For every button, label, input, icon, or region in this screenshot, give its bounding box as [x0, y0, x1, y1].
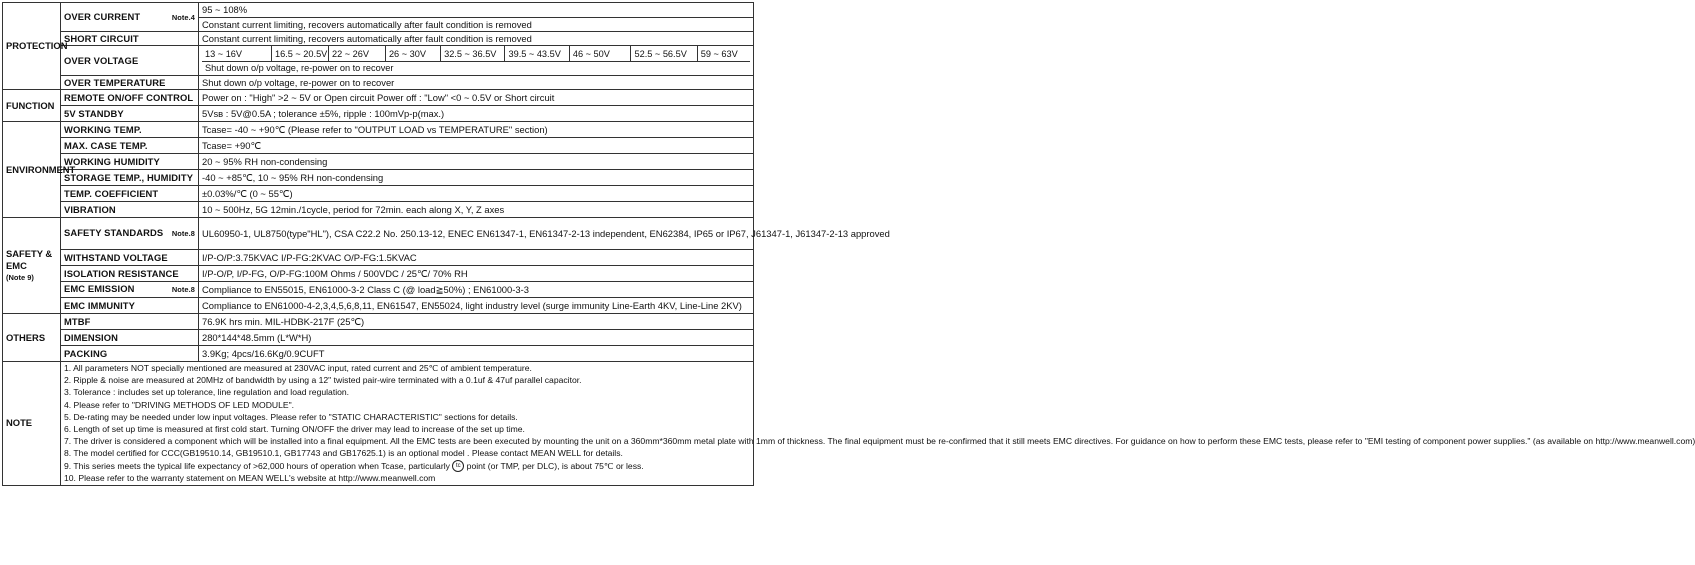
isolation-resistance-value: I/P-O/P, I/P-FG, O/P-FG:100M Ohms / 500VDC / 25℃/ 70% RH: [199, 266, 754, 282]
item-short-circuit: SHORT CIRCUIT: [61, 32, 199, 46]
group-environment: ENVIRONMENT: [3, 122, 61, 218]
note-6: 6. Length of set up time is measured at first cold start. Turning ON/OFF the driver may lead to increase of the set up time.: [64, 424, 525, 435]
working-humidity-value: 20 ~ 95% RH non-condensing: [199, 154, 754, 170]
over-voltage-cell: [199, 46, 754, 76]
tc-point-icon: tc: [452, 460, 464, 472]
over-temperature-value: Shut down o/p voltage, re-power on to recover: [199, 76, 754, 90]
note-1: 1. All parameters NOT specially mentioned are measured at 230VAC input, rated current and 25℃ of ambient temperature.: [64, 363, 532, 373]
max-case-temp-value: Tcase= +90℃: [199, 138, 754, 154]
note-9-part-a: 9. This series meets the typical life expectancy of >62,000 hours of operation when Tcase, particularly: [64, 460, 453, 471]
group-others: OTHERS: [3, 314, 61, 362]
working-temp-value: Tcase= -40 ~ +90℃ (Please refer to "OUTPUT LOAD vs TEMPERATURE" section): [199, 122, 754, 138]
packing-value: 3.9Kg; 4pcs/16.6Kg/0.9CUFT: [199, 346, 754, 362]
specification-table: [2, 2, 1695, 486]
over-current-desc: Constant current limiting, recovers automatically after fault condition is removed: [199, 18, 754, 32]
item-emc-emission: [61, 282, 199, 298]
safety-standards-label: SAFETY STANDARDS: [64, 227, 164, 238]
item-temp-coefficient: TEMP. COEFFICIENT: [61, 186, 199, 202]
item-dimension: DIMENSION: [61, 330, 199, 346]
ov-range-4: 26 ~ 30V: [386, 46, 441, 61]
item-withstand-voltage: WITHSTAND VOLTAGE: [61, 250, 199, 266]
ov-range-5: 32.5 ~ 36.5V: [441, 46, 505, 61]
item-isolation-resistance: ISOLATION RESISTANCE: [61, 266, 199, 282]
item-remote-control: REMOTE ON/OFF CONTROL: [61, 90, 199, 106]
item-storage: STORAGE TEMP., HUMIDITY: [61, 170, 199, 186]
withstand-voltage-value: I/P-O/P:3.75KVAC I/P-FG:2KVAC O/P-FG:1.5KVAC: [199, 250, 754, 266]
group-safety-line1: SAFETY &: [6, 247, 53, 259]
over-current-note: Note.4: [171, 12, 195, 22]
over-voltage-desc: Shut down o/p voltage, re-power on to recover: [202, 61, 750, 75]
note-8: 8. The model certified for CCC(GB19510.14, GB19510.1, GB17743 and GB17625.1) is an optional model . Please contact MEAN WELL for details.: [64, 448, 623, 459]
note-3: 3. Tolerance : includes set up tolerance, line regulation and load regulation.: [64, 387, 350, 398]
storage-value: -40 ~ +85℃, 10 ~ 95% RH non-condensing: [199, 170, 754, 186]
ov-range-1: 13 ~ 16V: [202, 46, 272, 61]
item-max-case-temp: MAX. CASE TEMP.: [61, 138, 199, 154]
ov-range-8: 52.5 ~ 56.5V: [631, 46, 697, 61]
note-4: 4. Please refer to "DRIVING METHODS OF LED MODULE".: [64, 399, 295, 410]
over-voltage-ranges: [202, 46, 750, 61]
safety-standards-value: UL60950-1, UL8750(type"HL"), CSA C22.2 No. 250.13-12, ENEC EN61347-1, EN61347-2-13 independent, EN62384, IP65 or IP67, J61347-1, J61347-2-13 approved: [199, 218, 754, 250]
notes-heading: NOTE: [3, 362, 61, 486]
ov-range-9: 59 ~ 63V: [700, 48, 738, 59]
notes-list: [64, 362, 1695, 485]
note-5: 5. De-rating may be needed under low input voltages. Please refer to "STATIC CHARACTERISTIC" sections for details.: [64, 411, 518, 422]
item-vibration: VIBRATION: [61, 202, 199, 218]
emc-emission-value: Compliance to EN55015, EN61000-3-2 Class C (@ load≧50%) ; EN61000-3-3: [199, 282, 754, 298]
item-emc-immunity: EMC IMMUNITY: [61, 298, 199, 314]
item-working-temp: WORKING TEMP.: [61, 122, 199, 138]
ov-range-3: 22 ~ 26V: [329, 46, 386, 61]
emc-emission-label: EMC EMISSION: [64, 283, 135, 294]
over-current-label: OVER CURRENT: [64, 10, 141, 22]
over-current-value: 95 ~ 108%: [199, 3, 754, 18]
ov-range-7: 46 ~ 50V: [570, 46, 632, 61]
group-function: FUNCTION: [3, 90, 61, 122]
note-9: [64, 460, 750, 473]
group-safety-line2: EMC: [6, 259, 27, 271]
item-safety-standards: [61, 218, 199, 250]
notes-cell: [61, 362, 1695, 486]
note-2: 2. Ripple & noise are measured at 20MHz of bandwidth by using a 12" twisted pair-wire terminated with a 0.1uf & 47uf parallel capacitor.: [64, 375, 582, 386]
5v-standby-value: 5Vsʙ : 5V@0.5A ; tolerance ±5%, ripple : 100mVp-p(max.): [199, 106, 754, 122]
item-working-humidity: WORKING HUMIDITY: [61, 154, 199, 170]
item-over-current: [61, 3, 199, 32]
item-5v-standby: 5V STANDBY: [61, 106, 199, 122]
vibration-value: 10 ~ 500Hz, 5G 12min./1cycle, period for 72min. each along X, Y, Z axes: [199, 202, 754, 218]
short-circuit-value: Constant current limiting, recovers automatically after fault condition is removed: [199, 32, 754, 46]
mtbf-value: 76.9K hrs min. MIL-HDBK-217F (25℃): [199, 314, 754, 330]
group-protection: PROTECTION: [3, 3, 61, 90]
group-safety-emc: [3, 218, 61, 314]
note-7: 7. The driver is considered a component which will be installed into a final equipment. All the EMC tests are been executed by mounting the unit on a 360mm*360mm metal plate with 1mm of thickness. The final equipment must be re-confirmed that it still meets EMC directives. For guidance on how to perform these EMC tests, please refer to "EMI testing of component power supplies." (as available on http://www.meanwell.com): [64, 436, 1695, 447]
item-mtbf: MTBF: [61, 314, 199, 330]
item-packing: PACKING: [61, 346, 199, 362]
note-9-part-b: point (or TMP, per DLC), is about 75℃ or less.: [464, 460, 644, 471]
dimension-value: 280*144*48.5mm (L*W*H): [199, 330, 754, 346]
note-10: 10. Please refer to the warranty statement on MEAN WELL's website at http://www.meanwell.com: [64, 473, 436, 484]
ov-range-6: 39.5 ~ 43.5V: [505, 46, 569, 61]
safety-standards-note: Note.8: [171, 229, 195, 238]
emc-emission-note: Note.8: [171, 285, 195, 294]
temp-coefficient-value: ±0.03%/℃ (0 ~ 55℃): [199, 186, 754, 202]
item-over-temperature: OVER TEMPERATURE: [61, 76, 199, 90]
item-over-voltage: OVER VOLTAGE: [61, 46, 199, 76]
remote-control-value: Power on : "High" >2 ~ 5V or Open circuit Power off : "Low" <0 ~ 0.5V or Short circuit: [199, 90, 754, 106]
ov-range-2: 16.5 ~ 20.5V: [272, 46, 329, 61]
emc-immunity-value: Compliance to EN61000-4-2,3,4,5,6,8,11, EN61547, EN55024, light industry level (surge immunity Line-Earth 4KV, Line-Line 2KV): [199, 298, 754, 314]
group-safety-note: (Note 9): [6, 272, 34, 282]
